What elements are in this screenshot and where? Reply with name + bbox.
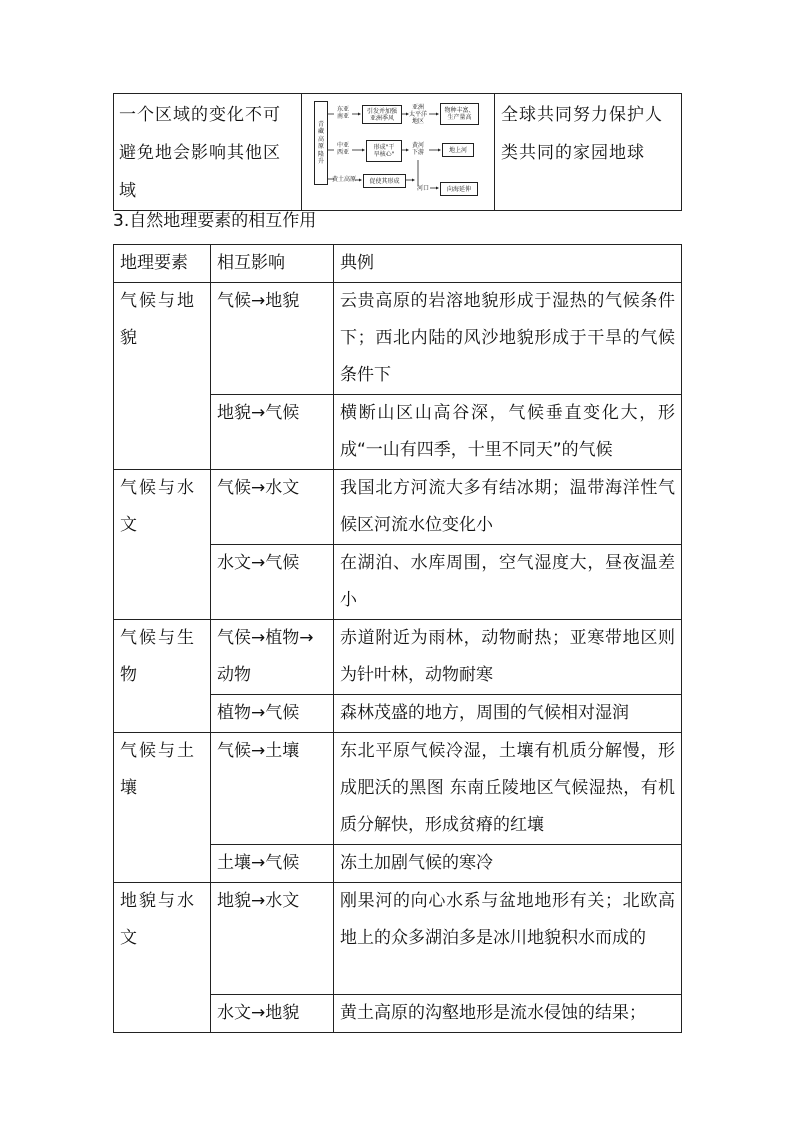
influence-cell: 土壤→气候 bbox=[211, 845, 334, 883]
top-right-cell bbox=[495, 94, 682, 211]
influence-cell: 水文→地貌 bbox=[211, 995, 334, 1033]
table-row bbox=[114, 620, 682, 695]
table-header-row bbox=[114, 245, 682, 283]
example-cell: 森林茂盛的地方，周围的气候相对湿润 bbox=[334, 695, 682, 733]
influence-cell: 植物→气候 bbox=[211, 695, 334, 733]
diagram-box-promote: 促使其形成 bbox=[363, 174, 406, 188]
example-cell: 黄土高原的沟壑地形是流水侵蚀的结果； bbox=[334, 995, 682, 1033]
table-row bbox=[114, 883, 682, 995]
example-cell: 刚果河的向心水系与盆地地形有关；北欧高地上的众多湖泊多是冰川地貌积水而成的 bbox=[334, 883, 682, 995]
element-cell: 气候与水文 bbox=[114, 470, 211, 620]
influence-cell: 气候→地貌 bbox=[211, 283, 334, 395]
example-cell: 横断山区山高谷深，气候垂直变化大，形成“一山有四季，十里不同天”的气候 bbox=[334, 395, 682, 470]
example-cell: 云贵高原的岩溶地貌形成于湿热的气候条件下；西北内陆的风沙地貌形成于干旱的气候条件下 bbox=[334, 283, 682, 395]
plateau-uplift-diagram bbox=[302, 94, 494, 208]
section-title: 3.自然地理要素的相互作用 bbox=[113, 211, 317, 231]
influence-cell: 地貌→气候 bbox=[211, 395, 334, 470]
influence-cell: 水文→气候 bbox=[211, 545, 334, 620]
element-cell: 气候与土壤 bbox=[114, 733, 211, 883]
example-cell: 在湖泊、水库周围，空气湿度大，昼夜温差小 bbox=[334, 545, 682, 620]
influence-cell: 气候→水文 bbox=[211, 470, 334, 545]
diagram-branch-east: 东亚 南亚 bbox=[336, 106, 349, 120]
table-row bbox=[114, 470, 682, 545]
diagram-cell bbox=[302, 94, 495, 211]
element-cell: 地貌与水文 bbox=[114, 883, 211, 1033]
diagram-label-asia-pacific: 亚洲 太平洋 地区 bbox=[408, 104, 427, 125]
top-left-cell bbox=[114, 94, 302, 211]
diagram-box-seaward: 向海延伸 bbox=[440, 182, 478, 196]
diagram-box-species: 物种丰富、 生产量高 bbox=[440, 103, 479, 125]
example-cell: 冻土加剧气候的寒冷 bbox=[334, 845, 682, 883]
table-row bbox=[114, 733, 682, 845]
diagram-box-drought: 形成"干 旱核心" bbox=[366, 140, 402, 162]
top-right-text: 全球共同努力保护人类共同的家园地球 bbox=[501, 105, 663, 163]
top-table bbox=[113, 93, 682, 211]
interaction-table bbox=[113, 244, 682, 1033]
example-cell: 赤道附近为雨林，动物耐热；亚寒带地区则为针叶林，动物耐寒 bbox=[334, 620, 682, 695]
element-cell: 气候与地貌 bbox=[114, 283, 211, 470]
influence-cell: 气侯→植物→动物 bbox=[211, 620, 334, 695]
influence-cell: 地貌→水文 bbox=[211, 883, 334, 995]
diagram-branch-central: 中亚 西亚 bbox=[336, 142, 349, 156]
diagram-box-monsoon: 引发并加强 亚洲季风 bbox=[362, 105, 402, 124]
diagram-branch-loess: 黄土高原 bbox=[331, 176, 356, 183]
diagram-box-suspended-river: 地上河 bbox=[442, 143, 474, 157]
influence-cell: 气候→土壤 bbox=[211, 733, 334, 845]
element-cell: 气候与生物 bbox=[114, 620, 211, 733]
example-cell: 我国北方河流大多有结冰期；温带海洋性气候区河流水位变化小 bbox=[334, 470, 682, 545]
diagram-root-box bbox=[314, 101, 328, 185]
example-cell: 东北平原气候冷湿，土壤有机质分解慢，形成肥沃的黑图 东南丘陵地区气候湿热，有机质分解快，形成贫瘠的红壤 bbox=[334, 733, 682, 845]
header-example: 典例 bbox=[334, 245, 682, 283]
header-element: 地理要素 bbox=[114, 245, 211, 283]
diagram-root-text: 青藏高原隆升 bbox=[317, 120, 324, 165]
header-influence: 相互影响 bbox=[211, 245, 334, 283]
diagram-label-estuary: 河口 bbox=[416, 185, 429, 192]
table-row bbox=[114, 283, 682, 395]
top-left-text: 一个区域的变化不可避免地会影响其他区域 bbox=[119, 105, 281, 201]
diagram-label-yellow-lower: 黄河 下游 bbox=[411, 142, 424, 156]
